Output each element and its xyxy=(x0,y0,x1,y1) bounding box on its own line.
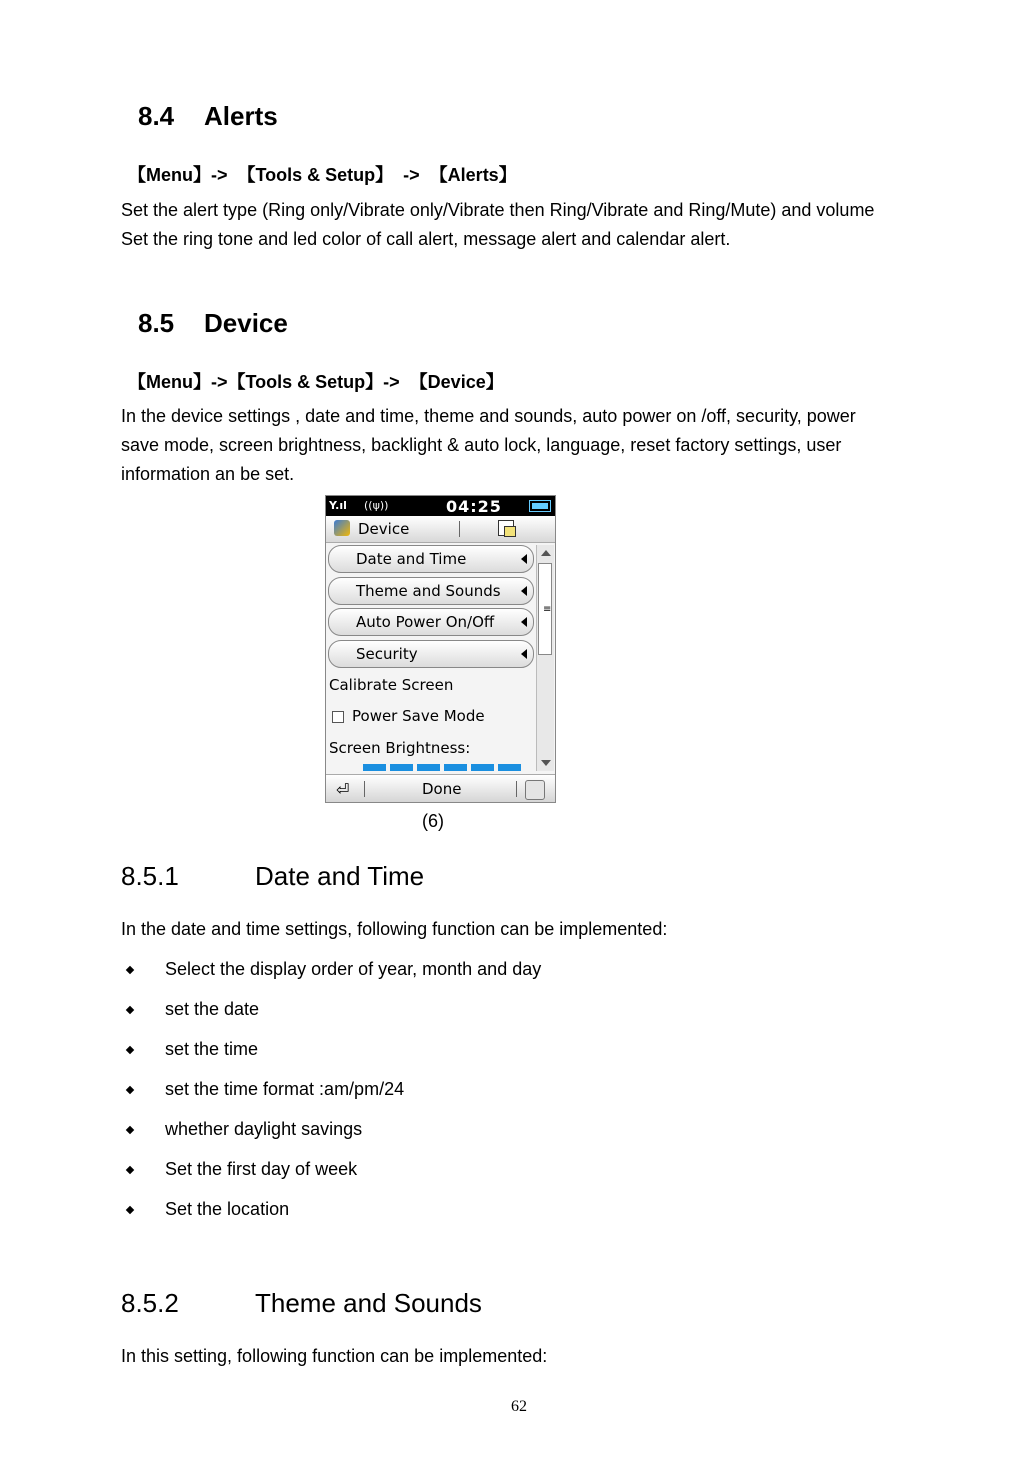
section-number: 8.5 xyxy=(138,308,175,338)
calibrate-screen-item[interactable]: Calibrate Screen xyxy=(329,676,454,694)
bottom-bar xyxy=(326,774,555,803)
section-title: Device xyxy=(204,308,288,338)
scroll-thumb[interactable] xyxy=(538,563,552,655)
scrollbar[interactable] xyxy=(536,545,554,771)
back-arrow-icon[interactable]: ⏎ xyxy=(336,780,350,799)
bullet-diamond-icon xyxy=(126,1086,134,1094)
list-item-text: Set the first day of week xyxy=(165,1159,358,1179)
done-button[interactable]: Done xyxy=(422,780,462,798)
chevron-left-icon xyxy=(521,586,527,596)
menu-item-label: Theme and Sounds xyxy=(356,582,501,600)
signal-icon: Y.ıl xyxy=(329,499,347,512)
list-item-text: Select the display order of year, month and day xyxy=(165,959,542,979)
date-time-bullets xyxy=(121,955,821,1235)
menu-path-device: 【Menu】->【Tools & Setup】-> 【Device】 xyxy=(128,372,504,392)
brightness-segment xyxy=(444,764,467,771)
menu-path-alerts: 【Menu】-> 【Tools & Setup】 -> 【Alerts】 xyxy=(128,165,517,185)
brightness-segment xyxy=(498,764,521,771)
list-item-text: set the date xyxy=(165,999,260,1019)
list-item xyxy=(121,1075,821,1115)
antenna-icon: ((ψ)) xyxy=(364,499,389,512)
title-bar xyxy=(326,516,555,543)
bottom-separator xyxy=(364,781,365,797)
chevron-left-icon xyxy=(521,617,527,627)
grip-icon: ≡ xyxy=(543,604,552,615)
device-description: In the device settings , date and time, theme and sounds, auto power on /off, security, power save mode, screen brightness, backlight & auto lock, language, reset factory settings, user information an be set. xyxy=(121,406,856,484)
device-settings-icon xyxy=(334,520,350,536)
menu-item-label: Date and Time xyxy=(356,550,467,568)
section-title: Alerts xyxy=(204,101,278,131)
page-number: 62 xyxy=(511,1398,527,1415)
battery-icon xyxy=(529,500,551,512)
section-title: Date and Time xyxy=(255,861,425,891)
alerts-description xyxy=(121,196,888,254)
menu-item-security[interactable] xyxy=(328,640,534,668)
list-item xyxy=(121,1155,821,1195)
window-switch-icon[interactable] xyxy=(498,520,514,536)
list-item-text: Set the location xyxy=(165,1199,290,1219)
figure-caption: (6) xyxy=(422,811,444,831)
scroll-down-icon[interactable] xyxy=(541,760,551,766)
brightness-segment xyxy=(363,764,386,771)
menu-item-date-time[interactable] xyxy=(328,545,534,573)
section-title: Theme and Sounds xyxy=(255,1288,482,1318)
brightness-segment xyxy=(417,764,440,771)
power-save-checkbox[interactable] xyxy=(332,711,344,723)
list-item xyxy=(121,995,821,1035)
brightness-segment xyxy=(390,764,413,771)
list-item-text: set the time format :am/pm/24 xyxy=(165,1079,405,1099)
section-8-4-heading xyxy=(138,101,278,132)
list-item-text: whether daylight savings xyxy=(165,1119,363,1139)
date-time-intro: In the date and time settings, following function can be implemented: xyxy=(121,919,668,939)
list-item xyxy=(121,1195,821,1235)
status-bar xyxy=(326,496,555,516)
home-icon[interactable] xyxy=(525,780,545,800)
device-screenshot xyxy=(325,495,556,803)
list-item xyxy=(121,955,821,995)
status-clock: 04:25 xyxy=(446,497,502,516)
bullet-diamond-icon xyxy=(126,1166,134,1174)
list-item xyxy=(121,1035,821,1075)
section-number: 8.5.2 xyxy=(121,1288,179,1318)
scroll-up-icon[interactable] xyxy=(541,550,551,556)
list-item xyxy=(121,1115,821,1155)
brightness-bar[interactable] xyxy=(326,764,536,772)
power-save-label: Power Save Mode xyxy=(352,707,485,725)
bullet-diamond-icon xyxy=(126,966,134,974)
brightness-segment xyxy=(471,764,494,771)
chevron-left-icon xyxy=(521,649,527,659)
screen-brightness-label: Screen Brightness: xyxy=(329,739,471,757)
menu-item-auto-power[interactable] xyxy=(328,608,534,636)
alerts-line-2: Set the ring tone and led color of call alert, message alert and calendar alert. xyxy=(121,229,731,249)
bottom-separator xyxy=(516,781,517,797)
bullet-diamond-icon xyxy=(126,1046,134,1054)
section-number: 8.5.1 xyxy=(121,861,179,891)
screen-title: Device xyxy=(358,520,410,538)
theme-sounds-intro: In this setting, following function can be implemented: xyxy=(121,1346,548,1366)
chevron-left-icon xyxy=(521,554,527,564)
bullet-diamond-icon xyxy=(126,1006,134,1014)
menu-item-label: Security xyxy=(356,645,418,663)
menu-item-label: Auto Power On/Off xyxy=(356,613,495,631)
menu-item-theme-sounds[interactable] xyxy=(328,577,534,605)
section-8-5-1-heading xyxy=(121,861,424,892)
bullet-diamond-icon xyxy=(126,1206,134,1214)
list-item-text: set the time xyxy=(165,1039,259,1059)
alerts-line-1: Set the alert type (Ring only/Vibrate only/Vibrate then Ring/Vibrate and Ring/Mute) and volume xyxy=(121,200,875,220)
power-save-item[interactable] xyxy=(329,707,485,725)
section-8-5-2-heading xyxy=(121,1288,482,1319)
section-8-5-heading xyxy=(138,308,288,339)
section-number: 8.4 xyxy=(138,101,175,131)
bullet-diamond-icon xyxy=(126,1126,134,1134)
title-separator xyxy=(459,521,460,537)
